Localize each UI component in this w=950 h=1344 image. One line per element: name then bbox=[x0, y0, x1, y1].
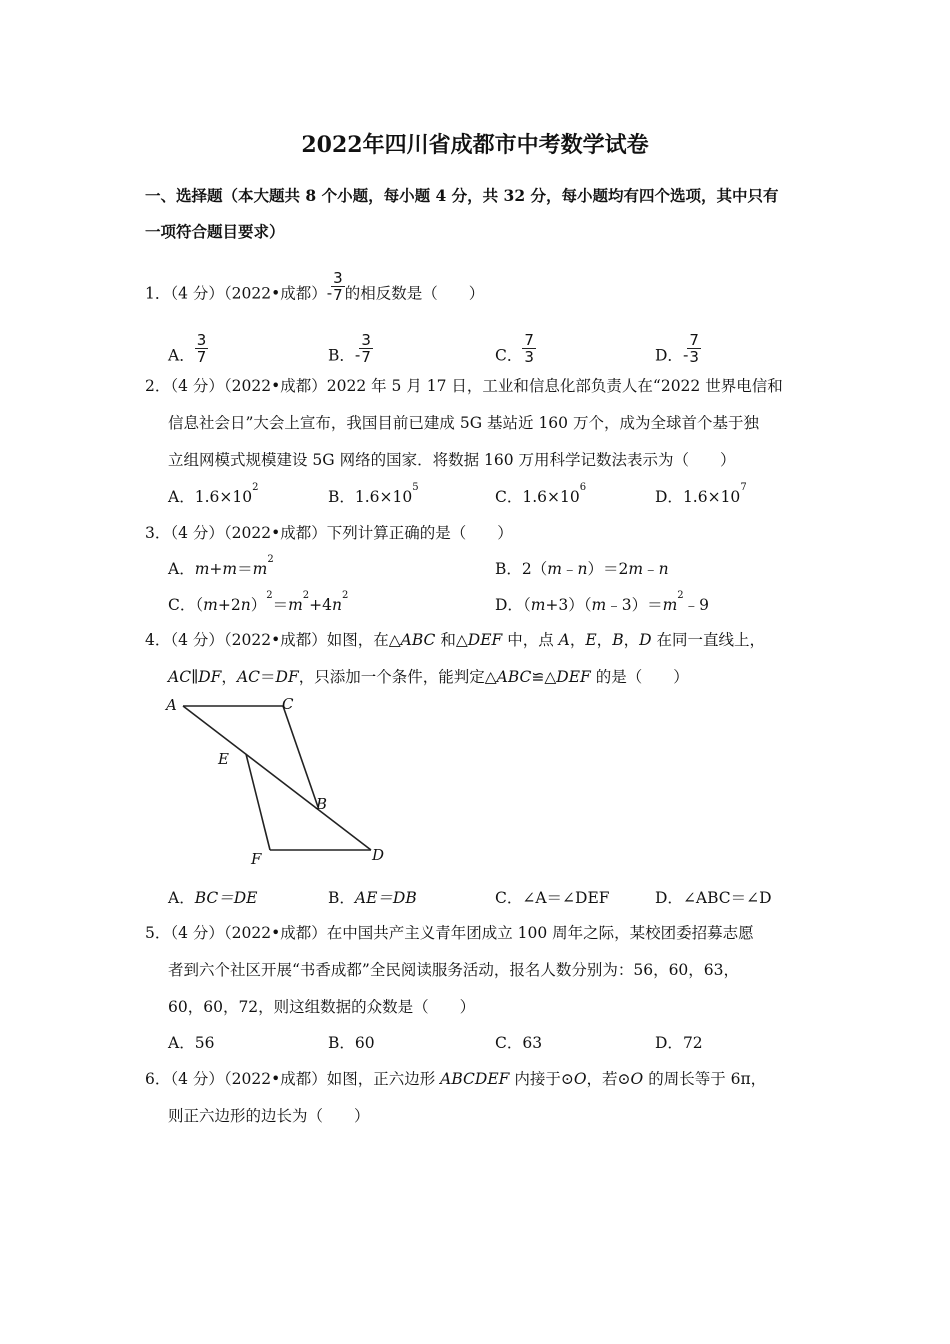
q5-b-text: 60 bbox=[354, 1034, 375, 1052]
q4-a-text: BC＝DE bbox=[194, 889, 258, 907]
q4-figure bbox=[160, 692, 400, 872]
q5-c-text: 63 bbox=[522, 1034, 543, 1052]
q3-d-label: D． bbox=[495, 596, 523, 614]
q2-a-label: A． bbox=[168, 488, 195, 506]
q3-a-label: A． bbox=[168, 560, 195, 578]
label-d: D bbox=[372, 846, 385, 864]
q1-suffix: 的相反数是（ ） bbox=[344, 284, 485, 303]
q2-option-b bbox=[328, 482, 419, 507]
q5-d-text: 72 bbox=[682, 1034, 703, 1052]
q1-b-neg: - bbox=[354, 345, 361, 364]
q1-option-d-fraction bbox=[687, 332, 701, 365]
q1-option-d bbox=[655, 331, 701, 373]
q2-line3: 立组网模式规模建设 5G 网络的国家．将数据 160 万用科学记数法表示为（ ） bbox=[168, 451, 736, 469]
q1-option-a bbox=[168, 331, 208, 373]
q6-line1-prefix: 6．（4 分）（2022•成都）如图，正六边形 bbox=[145, 1070, 441, 1088]
q2-b-base: 1.6×10 bbox=[354, 488, 413, 506]
q1-option-b-fraction bbox=[359, 332, 373, 365]
q2-d-base: 1.6×10 bbox=[682, 488, 741, 506]
q2-a-exp: 2 bbox=[252, 482, 259, 493]
q3-line1: 3．（4 分）（2022•成都）下列计算正确的是（ ） bbox=[145, 524, 513, 542]
q5-option-b bbox=[328, 1031, 375, 1053]
q1-neg: - bbox=[326, 283, 333, 302]
q2-b-exp: 5 bbox=[412, 482, 419, 493]
q3-option-b: B．2（m﹣n）＝2m﹣n bbox=[495, 560, 669, 578]
q4-a-label: A． bbox=[168, 889, 195, 907]
segment-cb bbox=[283, 706, 318, 807]
label-e: E bbox=[218, 750, 229, 768]
label-f: F bbox=[251, 850, 262, 868]
label-c: C bbox=[282, 695, 294, 713]
label-a: A bbox=[166, 696, 177, 714]
q1-d-neg: - bbox=[682, 345, 689, 364]
q1-option-a-label: A． bbox=[168, 346, 195, 365]
q6-line2: 则正六边形的边长为（ ） bbox=[168, 1107, 370, 1125]
q2-c-exp: 6 bbox=[579, 482, 587, 493]
q5-line1: 5．（4 分）（2022•成都）在中国共产主义青年团成立 100 周年之际，某校团委招募志愿 bbox=[145, 924, 754, 942]
q3-c-label: C． bbox=[168, 596, 196, 614]
q1-fraction bbox=[331, 270, 345, 303]
q2-line2: 信息社会日”大会上宣布，我国目前已建成 5G 基站近 160 万个，成为全球首个基于独 bbox=[168, 414, 759, 432]
q4-option-c bbox=[495, 886, 610, 908]
q4-c-text: ∠A＝∠DEF bbox=[522, 889, 610, 907]
q1-option-c bbox=[495, 331, 536, 373]
section-heading-line2: 一项符合题目要求） bbox=[145, 222, 285, 241]
q1-option-a-fraction bbox=[195, 332, 209, 365]
q5-option-d bbox=[655, 1031, 703, 1053]
q2-line1: 2．（4 分）（2022•成都）2022 年 5 月 17 日，工业和信息化部负责人在“2022 世界电信和 bbox=[145, 377, 783, 395]
q1-b-num: 3 bbox=[361, 331, 371, 349]
q6-line1: 6．（4 分）（2022•成都）如图，正六边形 ABCDEF 内接于⊙O，若⊙O 的周长等于 6π， bbox=[145, 1070, 767, 1088]
q4-line2: AC∥DF，AC＝DF，只添加一个条件，能判定△ABC≌△DEF 的是（ ） bbox=[168, 668, 689, 686]
q1-a-den: 7 bbox=[196, 348, 207, 366]
q3-option-d: D．$(m+3)(m﹣3)=m^2﹣9$ bbox=[495, 590, 710, 614]
question-1 bbox=[145, 269, 485, 311]
q5-option-c bbox=[495, 1031, 542, 1053]
q2-option-d bbox=[655, 482, 747, 507]
q4-b-text: AE＝DB bbox=[354, 889, 417, 907]
q2-option-a bbox=[168, 482, 259, 507]
q2-c-base: 1.6×10 bbox=[522, 488, 580, 506]
q1-frac-num: 3 bbox=[333, 269, 343, 287]
q4-option-b bbox=[328, 886, 417, 908]
section-heading-line1: 一、选择题（本大题共 8 个小题，每小题 4 分，共 32 分，每小题均有四个选项，其中只有 bbox=[145, 186, 779, 205]
q1-option-b-label: B． bbox=[328, 346, 355, 365]
q4-option-d bbox=[655, 886, 772, 908]
q5-a-text: 56 bbox=[194, 1034, 215, 1052]
q1-d-den: 3 bbox=[689, 348, 699, 366]
q5-option-a bbox=[168, 1031, 214, 1053]
q4-line1: 4．（4 分）（2022•成都）如图，在△ABC 和△DEF 中，点 A，E，B，D 在同一直线上， bbox=[145, 631, 765, 649]
q1-c-num: 7 bbox=[524, 331, 534, 349]
q1-option-b bbox=[328, 331, 373, 373]
q1-prefix: 1．（4 分）（2022•成都） bbox=[145, 284, 327, 303]
q5-c-label: C． bbox=[495, 1034, 523, 1052]
q2-d-label: D． bbox=[655, 488, 683, 506]
q2-a-base: 1.6×10 bbox=[194, 488, 253, 506]
q1-b-den: 7 bbox=[361, 348, 371, 366]
q3-option-a: A．$m+m=m^2$ bbox=[168, 554, 274, 578]
q1-d-num: 7 bbox=[689, 331, 699, 349]
q4-line2-suffix: ，只添加一个条件，能判定△ bbox=[298, 668, 497, 686]
q1-frac-den: 7 bbox=[333, 286, 343, 304]
q3-option-c: C．$(m+2n)^2=m^2+4n^2$ bbox=[168, 590, 349, 614]
q1-c-den: 3 bbox=[524, 348, 534, 366]
q2-c-label: C． bbox=[495, 488, 523, 506]
q4-d-text: ∠ABC＝∠D bbox=[682, 889, 772, 907]
q2-b-label: B． bbox=[328, 488, 355, 506]
label-b: B bbox=[316, 795, 328, 813]
q3-b-label: B． bbox=[495, 560, 522, 578]
segment-ad bbox=[183, 706, 371, 850]
segment-ef bbox=[246, 754, 270, 850]
q2-option-c bbox=[495, 482, 587, 507]
q1-option-c-label: C． bbox=[495, 346, 523, 365]
q5-line2: 者到六个社区开展“书香成都”全民阅读服务活动，报名人数分别为：56，60，63， bbox=[168, 961, 740, 979]
page-title: 2022年四川省成都市中考数学试卷 bbox=[301, 132, 649, 158]
q5-a-label: A． bbox=[168, 1034, 195, 1052]
q4-c-label: C． bbox=[495, 889, 523, 907]
q5-b-label: B． bbox=[328, 1034, 355, 1052]
q1-a-num: 3 bbox=[196, 331, 207, 349]
q4-option-a bbox=[168, 886, 257, 908]
q1-option-d-label: D． bbox=[655, 346, 683, 365]
q4-line1-prefix: 4．（4 分）（2022•成都）如图，在△ bbox=[145, 631, 401, 649]
q4-b-label: B． bbox=[328, 889, 355, 907]
q2-d-exp: 7 bbox=[740, 482, 747, 493]
q1-option-c-fraction bbox=[522, 332, 536, 365]
q4-d-label: D． bbox=[655, 889, 683, 907]
q5-line3: 60，60，72，则这组数据的众数是（ ） bbox=[168, 998, 476, 1016]
q5-d-label: D． bbox=[655, 1034, 683, 1052]
